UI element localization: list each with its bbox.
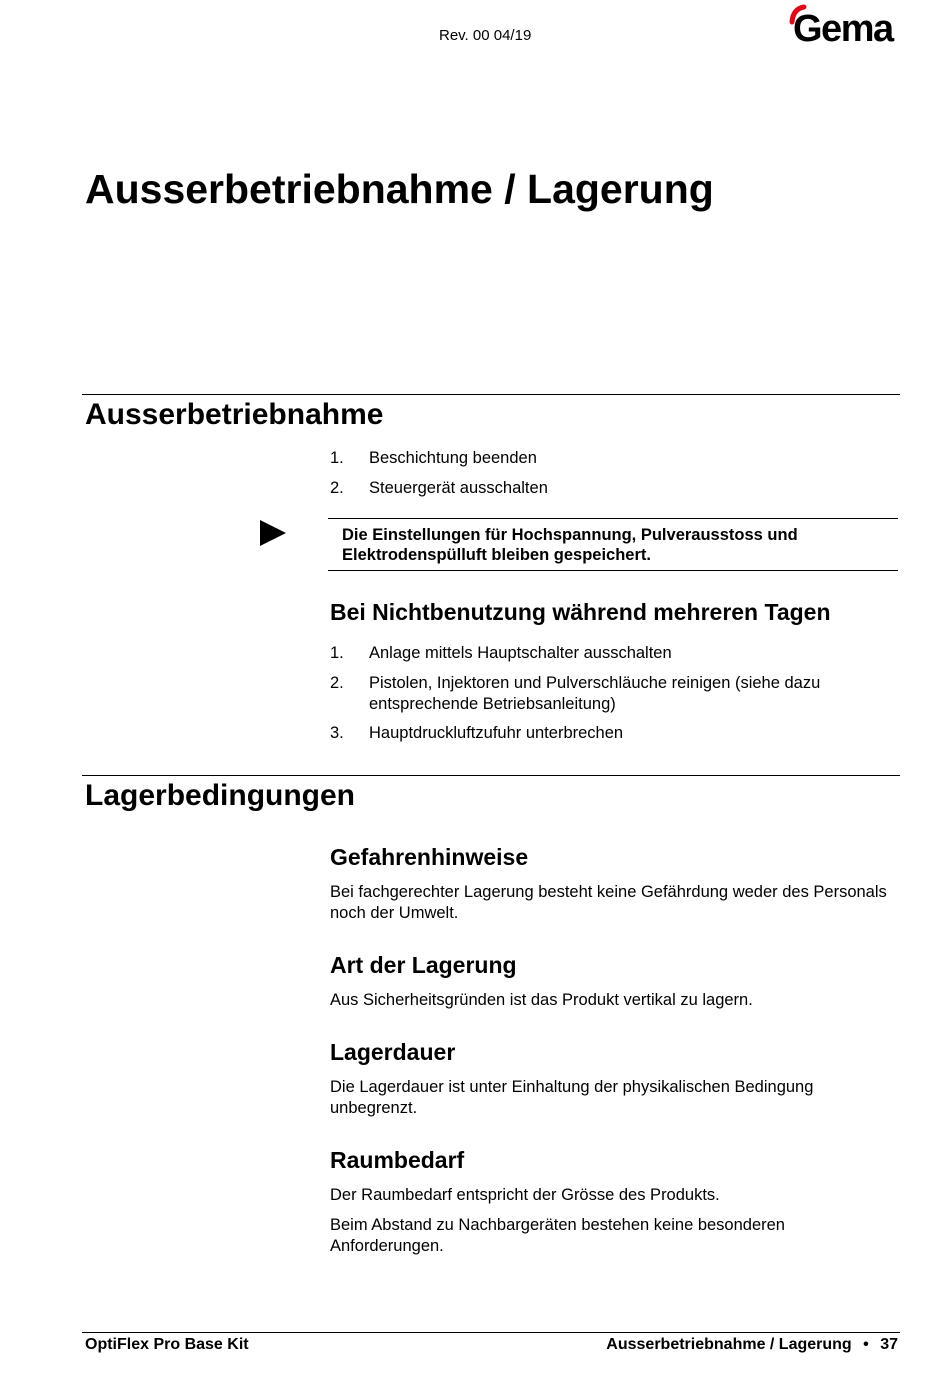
- list-text: Beschichtung beenden: [369, 449, 537, 467]
- info-note-text: Die Einstellungen für Hochspannung, Pulverausstoss und Elektrodenspülluft bleiben gespeichert.: [342, 526, 798, 564]
- list-text: Steuergerät ausschalten: [369, 479, 548, 497]
- paragraph: Bei fachgerechter Lagerung besteht keine Gefährdung weder des Personals noch der Umwelt.: [330, 883, 887, 922]
- page-number: 37: [880, 1336, 898, 1353]
- paragraph: Die Lagerdauer ist unter Einhaltung der physikalischen Bedingung unbegrenzt.: [330, 1078, 814, 1117]
- section-heading-ausserbetriebnahme: Ausserbetriebnahme: [85, 398, 384, 431]
- paragraph: Der Raumbedarf entspricht der Grösse des Produkts.: [330, 1186, 720, 1204]
- list-text: Pistolen, Injektoren und Pulverschläuche reinigen (siehe dazu entsprechende Betriebsanleitung): [369, 674, 821, 713]
- subsection-heading-art-der-lagerung: Art der Lagerung: [330, 952, 517, 978]
- list-text: Hauptdruckluftzufuhr unterbrechen: [369, 724, 624, 742]
- subsection-heading-raumbedarf: Raumbedarf: [330, 1147, 465, 1173]
- list-number: 2.: [330, 674, 344, 692]
- subsection-heading-lagerdauer: Lagerdauer: [330, 1039, 456, 1065]
- footer-divider: [82, 1332, 900, 1333]
- page-title: Ausserbetriebnahme / Lagerung: [85, 166, 714, 212]
- paragraph: Aus Sicherheitsgründen ist das Produkt vertikal zu lagern.: [330, 991, 753, 1009]
- footer-chapter-page: [606, 1336, 898, 1354]
- footer-chapter-title: Ausserbetriebnahme / Lagerung: [606, 1336, 852, 1353]
- paragraph: Beim Abstand zu Nachbargeräten bestehen keine besonderen Anforderungen.: [330, 1216, 785, 1255]
- footer-product-name: OptiFlex Pro Base Kit: [85, 1336, 249, 1353]
- list-number: 3.: [330, 724, 344, 742]
- gema-logo: [788, 2, 900, 46]
- footer-bullet: •: [863, 1336, 869, 1353]
- list-number: 1.: [330, 644, 344, 662]
- arrow-right-icon: [259, 519, 287, 547]
- revision-label: Rev. 00 04/19: [439, 27, 532, 44]
- list-number: 1.: [330, 449, 344, 467]
- subsection-heading-gefahrenhinweise: Gefahrenhinweise: [330, 844, 529, 870]
- info-note: [328, 518, 898, 571]
- section-heading-lagerbedingungen: Lagerbedingungen: [85, 779, 355, 812]
- list-text: Anlage mittels Hauptschalter ausschalten: [369, 644, 672, 662]
- gema-logo-text: Gema: [793, 8, 893, 46]
- section-divider: [82, 775, 900, 776]
- list-number: 2.: [330, 479, 344, 497]
- section-divider: [82, 394, 900, 395]
- subsection-heading-nichtbenutzung: Bei Nichtbenutzung während mehreren Tagen: [330, 599, 831, 625]
